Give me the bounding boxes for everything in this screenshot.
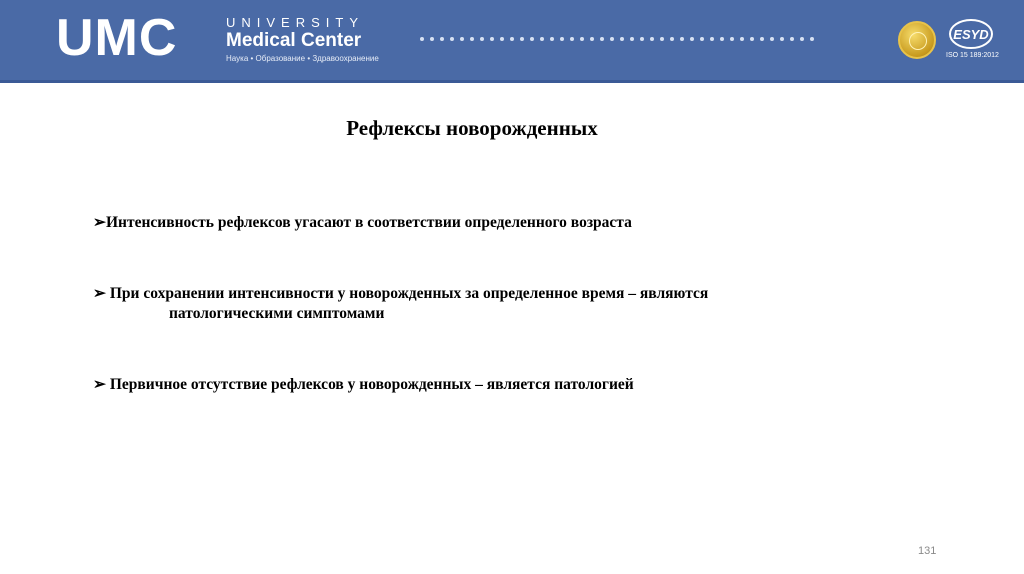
page-number: 131: [918, 545, 937, 557]
gold-seal-icon: [898, 21, 936, 59]
umc-logo: UMC: [56, 9, 178, 67]
bullet-marker: ➢: [93, 376, 106, 393]
bullet-item: [93, 284, 893, 324]
logo-medical-center-text: Medical Center: [226, 30, 362, 51]
iso-certification-text: ISO 15 189:2012: [946, 52, 999, 59]
slide-title: Рефлексы новорожденных: [346, 116, 598, 140]
bullet-item: [93, 375, 634, 395]
bullet-marker: ➢: [93, 285, 106, 302]
bullet-text: При сохранении интенсивности у новорожденных за определенное время – являются: [106, 285, 709, 302]
slide-header: [0, 0, 1024, 83]
logo-tagline: Наука • Образование • Здравоохранение: [226, 54, 379, 63]
bullet-marker: ➢: [93, 214, 106, 231]
esyd-logo-icon: [948, 18, 994, 50]
bullet-text-continuation: патологическими симптомами: [169, 305, 385, 322]
bullet-text: Интенсивность рефлексов угасают в соответствии определенного возраста: [106, 214, 632, 231]
esyd-text: ESYD: [953, 27, 989, 42]
decorative-dots: [420, 37, 814, 41]
bullet-item: [93, 213, 632, 233]
logo-university-text: UNIVERSITY: [226, 15, 365, 30]
bullet-text: Первичное отсутствие рефлексов у новорожденных – является патологией: [106, 376, 634, 393]
